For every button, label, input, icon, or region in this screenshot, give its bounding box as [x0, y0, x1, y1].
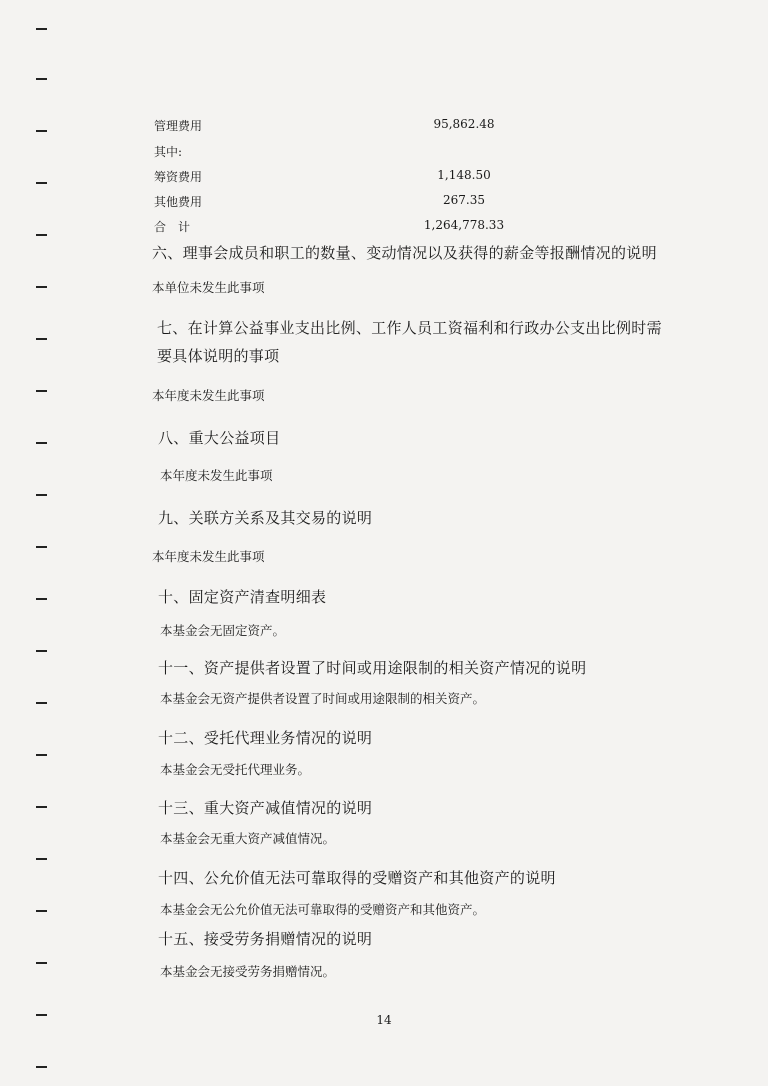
row-label: 筹资费用 [154, 170, 203, 184]
section-heading-9: 九、关联方关系及其交易的说明 [158, 509, 373, 527]
binding-mark [36, 598, 47, 600]
section-text-10: 本基金会无固定资产。 [160, 623, 286, 638]
binding-mark [36, 234, 47, 236]
binding-mark [36, 962, 47, 964]
page-number: 14 [376, 1013, 392, 1027]
binding-mark [36, 858, 47, 860]
section-text-15: 本基金会无接受劳务捐赠情况。 [160, 964, 336, 979]
binding-mark [36, 390, 47, 392]
section-heading-10: 十、固定资产清查明细表 [158, 588, 327, 606]
section-text-13: 本基金会无重大资产减值情况。 [160, 831, 336, 846]
binding-mark [36, 28, 47, 30]
section-text-11: 本基金会无资产提供者设置了时间或用途限制的相关资产。 [160, 691, 486, 706]
binding-mark [36, 286, 47, 288]
section-heading-7: 七、在计算公益事业支出比例、工作人员工资福利和行政办公支出比例时需要具体说明的事项 [157, 319, 662, 365]
section-text-6: 本单位未发生此事项 [152, 280, 265, 295]
binding-mark [36, 130, 47, 132]
section-heading-12: 十二、受托代理业务情况的说明 [158, 729, 373, 747]
section-heading-14: 十四、公允价值无法可靠取得的受赠资产和其他资产的说明 [158, 869, 556, 887]
section-heading-8: 八、重大公益项目 [158, 429, 281, 447]
section-text-9: 本年度未发生此事项 [152, 549, 265, 564]
binding-mark [36, 494, 47, 496]
row-amount: 1,264,778.33 [423, 218, 505, 232]
binding-mark [36, 338, 47, 340]
binding-mark [36, 442, 47, 444]
row-amount: 1,148.50 [437, 168, 491, 182]
section-text-7: 本年度未发生此事项 [152, 388, 265, 403]
binding-mark [36, 910, 47, 912]
section-heading-6: 六、理事会成员和职工的数量、变动情况以及获得的薪金等报酬情况的说明 [152, 244, 657, 262]
row-label: 管理费用 [154, 119, 203, 133]
expense-row-other [154, 193, 554, 211]
row-label: 合 计 [154, 220, 191, 234]
binding-mark [36, 182, 47, 184]
section-heading-11: 十一、资产提供者设置了时间或用途限制的相关资产情况的说明 [158, 659, 587, 677]
binding-mark [36, 650, 47, 652]
expense-row-total [154, 218, 554, 236]
section-text-8: 本年度未发生此事项 [160, 468, 273, 483]
row-amount: 267.35 [443, 193, 485, 207]
binding-mark [36, 78, 47, 80]
binding-mark [36, 1066, 47, 1068]
section-heading-15: 十五、接受劳务捐赠情况的说明 [158, 930, 373, 948]
binding-mark [36, 546, 47, 548]
binding-marks [36, 0, 50, 1086]
row-label: 其中: [154, 145, 183, 159]
row-label: 其他费用 [154, 195, 203, 209]
expense-row-subheading [154, 143, 554, 161]
section-text-12: 本基金会无受托代理业务。 [160, 762, 311, 777]
binding-mark [36, 702, 47, 704]
expense-row-fundraising [154, 168, 554, 186]
binding-mark [36, 754, 47, 756]
expense-row-management [154, 117, 554, 135]
section-text-14: 本基金会无公允价值无法可靠取得的受赠资产和其他资产。 [160, 902, 486, 917]
row-amount: 95,862.48 [433, 117, 495, 131]
section-heading-13: 十三、重大资产减值情况的说明 [158, 799, 373, 817]
binding-mark [36, 806, 47, 808]
